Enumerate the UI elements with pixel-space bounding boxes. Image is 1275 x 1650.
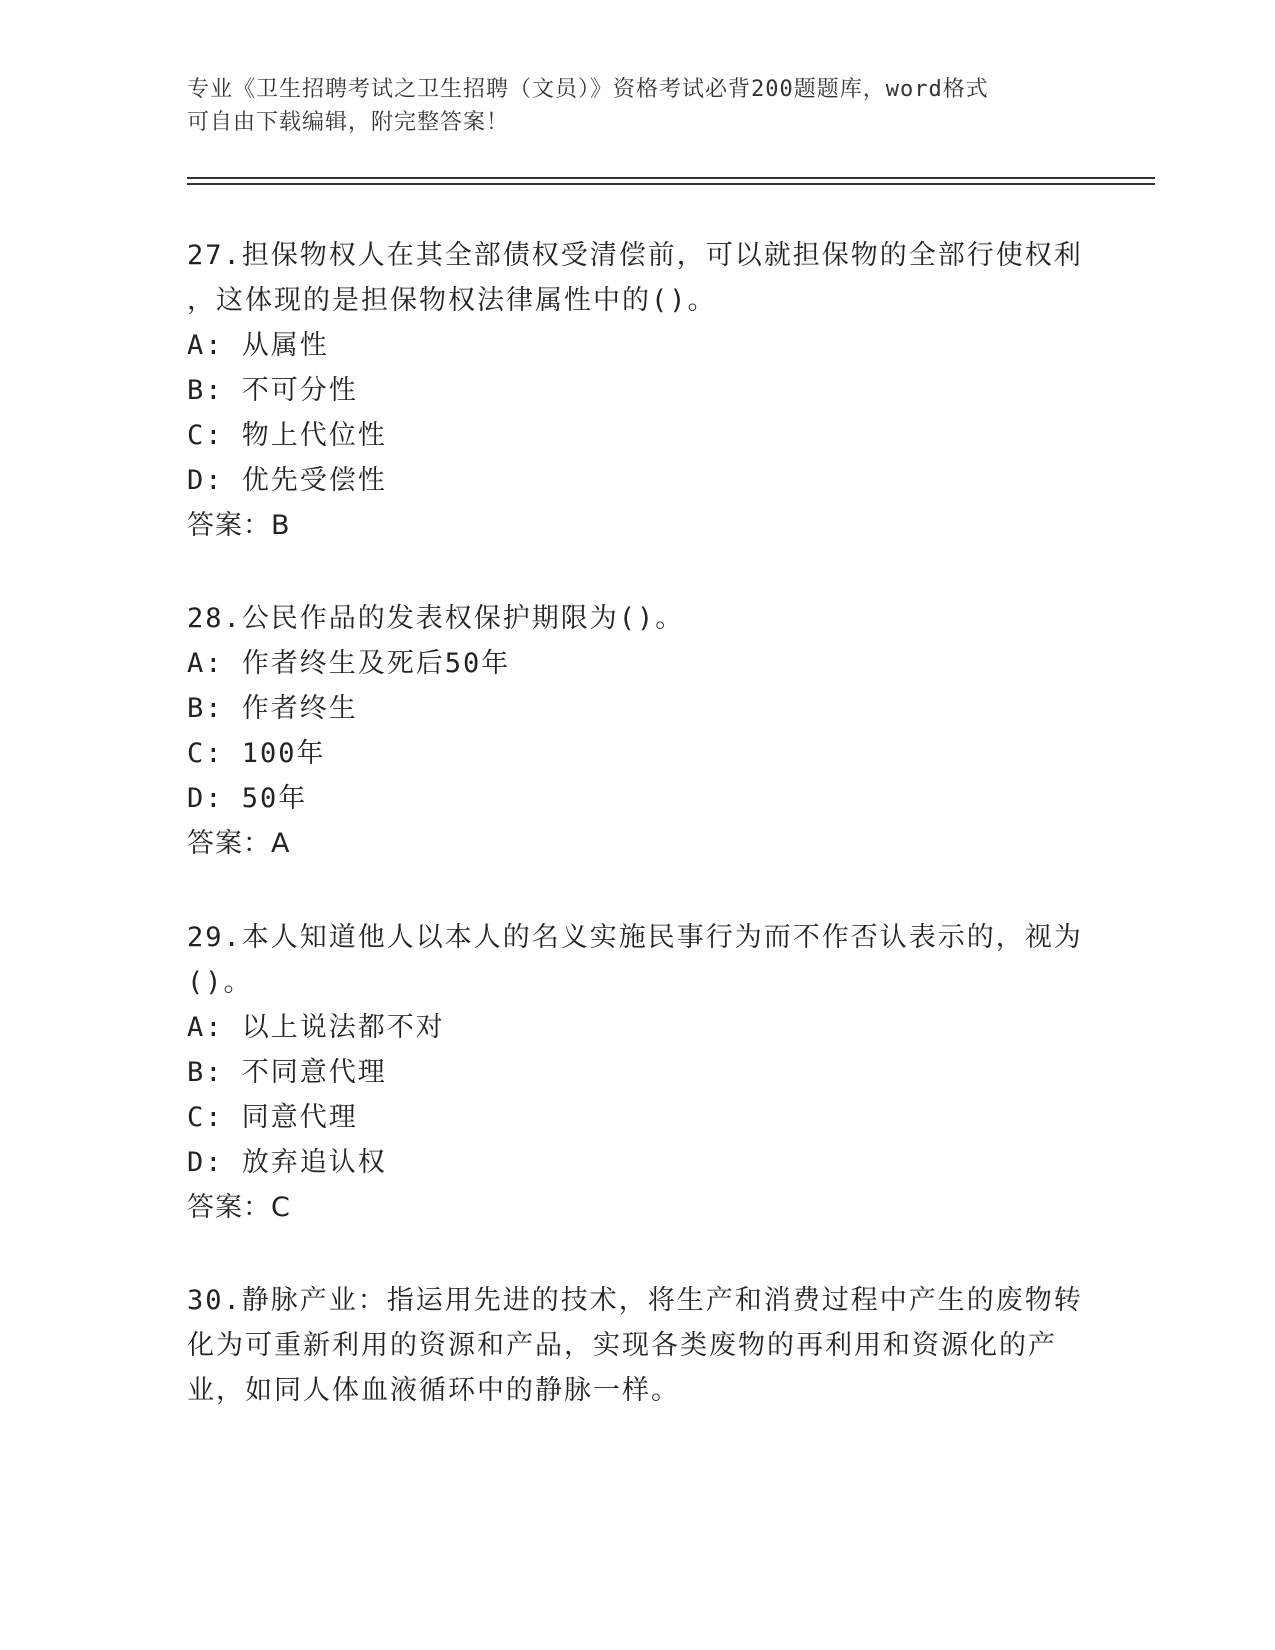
question-stem-line: 业，如同人体血液循环中的静脉一样。 [187,1375,680,1406]
question-stem [187,915,1087,1005]
question-stem-line: 29.本人知道他人以本人的名义实施民事行为而不作否认表示的，视为 [187,922,1083,953]
header-divider-top [187,177,1155,179]
option-c: C: 100年 [187,738,326,769]
question-stem-line: 30.静脉产业：指运用先进的技术，将生产和消费过程中产生的废物转 [187,1285,1083,1316]
question-30 [187,1278,1087,1413]
option-d: D: 优先受偿性 [187,465,387,496]
question-stem [187,596,1087,641]
header-line-1: 专业《卫生招聘考试之卫生招聘（文员）》资格考试必背200题题库，word格式 [187,77,989,102]
answer-label: 答案：B [187,510,291,541]
answer-label: 答案：A [187,828,291,859]
document-header [187,73,1087,139]
option-a: A: 以上说法都不对 [187,1012,445,1043]
question-stem-line: 28.公民作品的发表权保护期限为()。 [187,603,685,634]
question-stem [187,1278,1087,1413]
question-stem-line: ，这体现的是担保物权法律属性中的()。 [187,285,717,316]
question-stem-line: 27.担保物权人在其全部债权受清偿前，可以就担保物的全部行使权利 [187,240,1083,271]
option-a: A: 从属性 [187,330,329,361]
option-d: D: 50年 [187,783,308,814]
answer-label: 答案：C [187,1192,291,1223]
question-stem-line: 化为可重新利用的资源和产品，实现各类废物的再利用和资源化的产 [187,1330,1057,1361]
option-d: D: 放弃追认权 [187,1147,387,1178]
header-divider-bottom [187,183,1155,185]
header-line-2: 可自由下载编辑，附完整答案！ [187,110,510,135]
option-c: C: 同意代理 [187,1102,358,1133]
question-stem [187,233,1087,323]
question-29 [187,915,1087,1230]
question-28 [187,596,1087,866]
option-b: B: 不同意代理 [187,1057,387,1088]
question-27 [187,233,1087,548]
option-b: B: 作者终生 [187,693,358,724]
option-a: A: 作者终生及死后50年 [187,648,511,679]
question-stem-line: ()。 [187,967,253,998]
option-c: C: 物上代位性 [187,420,387,451]
option-b: B: 不可分性 [187,375,358,406]
